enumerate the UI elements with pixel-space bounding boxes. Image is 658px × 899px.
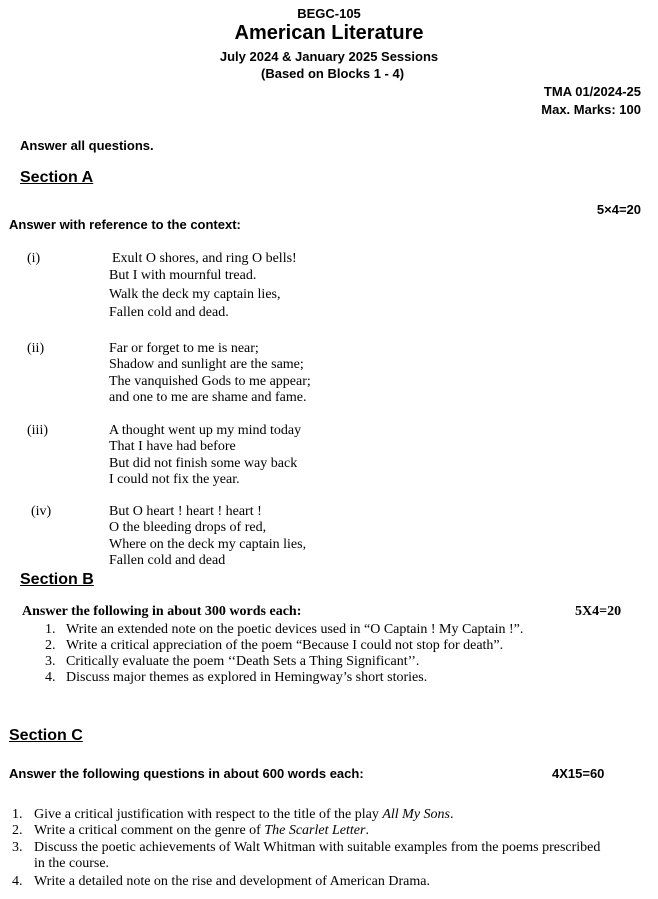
max-marks: Max. Marks: 100 [541, 102, 641, 117]
passage-number: (iv) [31, 504, 52, 519]
passage-number: (ii) [27, 341, 45, 356]
poem-line: Far or forget to me is near; [109, 341, 259, 356]
question-text-part: Give a critical justification with respect to the title of the play [34, 807, 383, 822]
poem-line: Fallen cold and dead [109, 553, 226, 568]
question-text: Write a critical appreciation of the poem “Because I could not stop for death”. [66, 638, 504, 653]
course-code: BEGC-105 [297, 6, 361, 21]
section-c-instruction: Answer the following questions in about 600 words each: [9, 766, 364, 781]
question-number: 1. [12, 807, 23, 822]
question-number: 4. [12, 874, 23, 889]
question-number: 3. [45, 654, 56, 669]
question-text: Discuss the poetic achievements of Walt Whitman with suitable examples from the poems prescribed [34, 840, 601, 855]
poem-line: But O heart ! heart ! heart ! [109, 504, 262, 519]
poem-line: A thought went up my mind today [109, 423, 302, 438]
poem-line: Shadow and sunlight are the same; [109, 357, 304, 372]
section-b-instruction: Answer the following in about 300 words each: [22, 604, 302, 619]
question-text: Write a detailed note on the rise and development of American Drama. [34, 874, 430, 889]
novel-title: The Scarlet Letter [264, 823, 366, 838]
general-instruction: Answer all questions. [20, 138, 154, 153]
course-title: American Literature [234, 22, 424, 44]
sessions-line: July 2024 & January 2025 Sessions [219, 49, 439, 64]
section-c-marks: 4X15=60 [552, 766, 605, 781]
question-text [34, 807, 454, 823]
passage-number: (iii) [27, 423, 48, 438]
tma-number: TMA 01/2024-25 [543, 84, 641, 99]
section-c-heading: Section C [9, 727, 83, 744]
question-text-part: . [365, 823, 369, 838]
poem-line: Exult O shores, and ring O bells! [112, 251, 297, 266]
poem-line: Walk the deck my captain lies, [109, 287, 281, 302]
poem-line: But I with mournful tread. [109, 268, 257, 283]
question-number: 2. [12, 823, 23, 838]
question-text-part: Write a critical comment on the genre of [34, 823, 265, 838]
question-number: 3. [12, 840, 23, 855]
question-number: 1. [45, 622, 56, 637]
question-text-part: . [450, 807, 454, 822]
section-a-marks: 5×4=20 [596, 202, 641, 217]
question-number: 4. [45, 670, 56, 685]
question-text [34, 823, 369, 839]
question-text-continued: in the course. [34, 856, 110, 871]
question-text: Write an extended note on the poetic devices used in “O Captain ! My Captain !”. [66, 622, 524, 637]
play-title: All My Sons [382, 807, 450, 822]
poem-line: Where on the deck my captain lies, [109, 537, 307, 552]
poem-line: That I have had before [109, 439, 236, 454]
poem-line: But did not finish some way back [109, 456, 298, 471]
section-a-heading: Section A [20, 169, 94, 186]
poem-line: and one to me are shame and fame. [109, 390, 307, 405]
section-b-marks: 5X4=20 [575, 604, 622, 619]
question-text: Critically evaluate the poem ‘‘Death Sets a Thing Significant’’. [66, 654, 420, 669]
passage-number: (i) [27, 251, 41, 266]
blocks-line: (Based on Blocks 1 - 4) [261, 66, 405, 81]
poem-line: Fallen cold and dead. [109, 305, 229, 320]
question-text: Discuss major themes as explored in Hemingway’s short stories. [66, 670, 428, 685]
poem-line: O the bleeding drops of red, [109, 520, 267, 535]
section-b-heading: Section B [20, 571, 94, 588]
poem-line: I could not fix the year. [109, 472, 240, 487]
question-number: 2. [45, 638, 56, 653]
section-a-instruction: Answer with reference to the context: [9, 217, 241, 232]
poem-line: The vanquished Gods to me appear; [109, 374, 311, 389]
